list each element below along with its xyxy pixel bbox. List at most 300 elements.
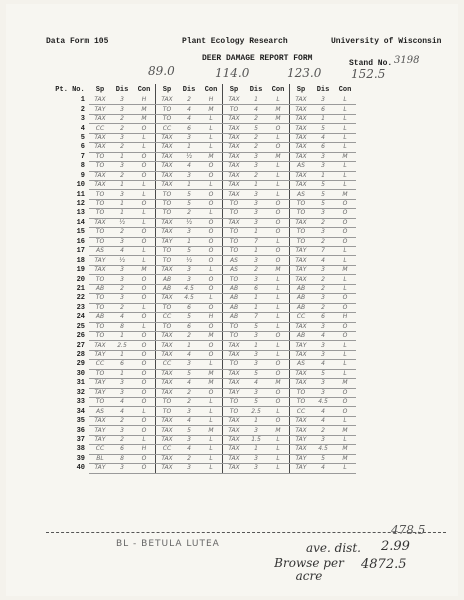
cell-con: M	[200, 369, 223, 378]
point-number: 1	[80, 96, 85, 105]
cell-dis: 1	[245, 303, 267, 312]
cell-con: O	[267, 199, 290, 208]
header-con: Con	[338, 86, 352, 94]
table-row	[51, 237, 356, 246]
cell-dis: 4	[245, 105, 267, 114]
ave-dist-label: ave. dist.	[306, 541, 361, 555]
cell-sp: TO	[223, 398, 246, 407]
point-number: 15	[76, 228, 85, 237]
cell-dis: 3	[312, 209, 334, 218]
cell-con: L	[200, 464, 223, 473]
cell-con: O	[267, 331, 290, 340]
cell-dis: 4	[178, 379, 200, 388]
cell-con: L	[334, 105, 356, 114]
cell-con: O	[133, 275, 156, 284]
point-number: 26	[76, 332, 85, 341]
table-row	[51, 284, 356, 293]
cell-sp: TAX	[290, 96, 313, 105]
cell-dis: 1	[245, 96, 267, 105]
cell-dis: 4	[111, 247, 133, 256]
cell-dis: 3	[312, 435, 334, 444]
cell-con: L	[334, 275, 356, 284]
cell-sp: AB	[89, 313, 111, 322]
cell-dis: 5	[312, 454, 334, 463]
cell-con: O	[133, 398, 156, 407]
cell-dis: 5	[245, 322, 267, 331]
header-dis: Dis	[249, 86, 263, 94]
cell-sp: TO	[156, 303, 179, 312]
cell-dis: 2	[312, 275, 334, 284]
cell-sp: TAX	[223, 350, 246, 359]
cell-con: M	[334, 445, 356, 454]
point-number: 21	[76, 284, 85, 293]
cell-dis: 3	[312, 265, 334, 274]
cell-dis: 3	[111, 96, 133, 105]
cell-sp: TAX	[290, 171, 313, 180]
cell-dis: 4	[312, 464, 334, 473]
cell-dis: 1	[111, 209, 133, 218]
cell-con: O	[267, 209, 290, 218]
table-row	[51, 464, 356, 473]
column-total-3: 123.0	[287, 66, 322, 80]
cell-dis: 2	[111, 416, 133, 425]
cell-dis: 2	[178, 96, 200, 105]
cell-dis: 3	[312, 379, 334, 388]
cell-con: O	[200, 322, 223, 331]
cell-dis: 3	[111, 388, 133, 397]
cell-con: L	[334, 171, 356, 180]
cell-con: L	[334, 96, 356, 105]
cell-con: O	[133, 369, 156, 378]
cell-sp: TAX	[223, 152, 246, 161]
cell-sp: TO	[156, 247, 179, 256]
cell-con: M	[133, 114, 156, 123]
cell-con: L	[267, 275, 290, 284]
table-row	[51, 152, 356, 161]
cell-dis: 5	[178, 199, 200, 208]
cell-sp: TAX	[290, 379, 313, 388]
cell-con: O	[133, 341, 156, 350]
cell-sp: TAX	[156, 350, 179, 359]
cell-sp: TAY	[89, 256, 111, 265]
cell-sp: TO	[156, 256, 179, 265]
cell-con: L	[334, 143, 356, 152]
cell-sp: TO	[290, 228, 313, 237]
cell-dis: ½	[111, 218, 133, 227]
table-row	[51, 265, 356, 274]
grand-total: 478.5	[391, 523, 426, 537]
cell-con: M	[267, 265, 290, 274]
cell-sp: TO	[89, 369, 111, 378]
cell-sp: TAX	[156, 180, 179, 189]
cell-dis: 3	[245, 350, 267, 359]
column-total-4: 152.5	[351, 67, 386, 81]
cell-dis: 6	[312, 313, 334, 322]
table-row	[51, 228, 356, 237]
cell-dis: 1.5	[245, 435, 267, 444]
cell-sp: TAX	[290, 114, 313, 123]
cell-dis: 7	[245, 313, 267, 322]
table-row	[51, 180, 356, 189]
cell-dis: 3	[245, 162, 267, 171]
cell-sp: TO	[89, 237, 111, 246]
point-number: 16	[76, 237, 85, 246]
cell-sp: TAX	[290, 143, 313, 152]
cell-dis: 3	[312, 162, 334, 171]
cell-con: O	[133, 313, 156, 322]
cell-dis: 3	[111, 265, 133, 274]
cell-con: M	[334, 454, 356, 463]
cell-sp: TAY	[89, 464, 111, 473]
point-number: 7	[80, 152, 85, 161]
cell-sp: TO	[223, 237, 246, 246]
point-number: 4	[80, 124, 85, 133]
cell-dis: 3	[312, 350, 334, 359]
cell-sp: AB	[290, 303, 313, 312]
cell-sp: TAX	[223, 379, 246, 388]
cell-dis: 2	[312, 284, 334, 293]
cell-con: L	[133, 322, 156, 331]
cell-sp: CC	[156, 313, 179, 322]
cell-dis: ½	[178, 152, 200, 161]
cell-sp: TAX	[223, 133, 246, 142]
cell-sp: TAX	[290, 350, 313, 359]
cell-dis: 1	[245, 294, 267, 303]
cell-dis: 2	[312, 218, 334, 227]
table-row	[51, 360, 356, 369]
cell-dis: 7	[245, 237, 267, 246]
cell-con: O	[133, 152, 156, 161]
cell-dis: 1	[245, 180, 267, 189]
cell-sp: TAX	[290, 426, 313, 435]
cell-dis: 4	[178, 105, 200, 114]
cell-sp: TAX	[223, 171, 246, 180]
cell-dis: 1	[178, 341, 200, 350]
point-number: 3	[80, 115, 85, 124]
cell-con: L	[334, 162, 356, 171]
cell-con: O	[200, 237, 223, 246]
cell-dis: 2	[245, 133, 267, 142]
cell-con: L	[334, 133, 356, 142]
cell-dis: 6	[178, 322, 200, 331]
point-number: 28	[76, 351, 85, 360]
cell-sp: TAX	[290, 133, 313, 142]
cell-con: O	[200, 388, 223, 397]
cell-dis: 3	[245, 152, 267, 161]
table-row	[51, 407, 356, 416]
cell-dis: 4.5	[178, 284, 200, 293]
table-row	[51, 199, 356, 208]
cell-dis: 3	[178, 228, 200, 237]
cell-sp: TAX	[223, 180, 246, 189]
cell-con: L	[267, 445, 290, 454]
cell-dis: 1	[245, 247, 267, 256]
cell-sp: TAX	[223, 464, 246, 473]
cell-con: O	[267, 398, 290, 407]
cell-sp: TAX	[223, 341, 246, 350]
cell-con: O	[133, 228, 156, 237]
point-number: 39	[76, 454, 85, 463]
table-header-row	[51, 84, 356, 96]
cell-sp: TAX	[156, 416, 179, 425]
cell-sp: TAX	[223, 435, 246, 444]
cell-sp: CC	[290, 407, 313, 416]
table-row	[51, 96, 356, 105]
cell-con: L	[133, 256, 156, 265]
header-sp: Sp	[95, 86, 105, 94]
cell-sp: AS	[89, 247, 111, 256]
cell-sp: CC	[156, 360, 179, 369]
cell-dis: 3	[111, 237, 133, 246]
table-row	[51, 322, 356, 331]
cell-sp: TO	[89, 190, 111, 199]
cell-con: L	[200, 124, 223, 133]
cell-con: O	[334, 237, 356, 246]
cell-sp: TAY	[89, 388, 111, 397]
cell-sp: TO	[290, 398, 313, 407]
cell-con: L	[334, 416, 356, 425]
cell-sp: TAX	[290, 445, 313, 454]
cell-dis: 6	[178, 124, 200, 133]
cell-dis: 1	[245, 341, 267, 350]
cell-dis: 2	[245, 171, 267, 180]
cell-dis: 3	[245, 275, 267, 284]
table-row	[51, 369, 356, 378]
cell-sp: TAX	[223, 369, 246, 378]
cell-dis: 2.5	[245, 407, 267, 416]
cell-dis: 6	[245, 284, 267, 293]
point-number: 10	[76, 181, 85, 190]
cell-sp: TAX	[156, 294, 179, 303]
cell-con: L	[334, 341, 356, 350]
cell-sp: CC	[89, 360, 111, 369]
cell-con: L	[200, 180, 223, 189]
cell-sp: TAX	[89, 171, 111, 180]
cell-dis: 2	[312, 303, 334, 312]
cell-dis: 3	[312, 96, 334, 105]
cell-sp: TAX	[89, 416, 111, 425]
table-row	[51, 275, 356, 284]
cell-sp: TAX	[223, 454, 246, 463]
point-number: 11	[76, 190, 85, 199]
cell-con: L	[334, 124, 356, 133]
cell-dis: 3	[245, 199, 267, 208]
cell-con: M	[267, 105, 290, 114]
species-note: BL - BETULA LUTEA	[116, 539, 220, 549]
cell-sp: TO	[89, 228, 111, 237]
cell-sp: TO	[89, 199, 111, 208]
table-row	[51, 218, 356, 227]
cell-con: O	[133, 388, 156, 397]
cell-dis: 7	[312, 247, 334, 256]
cell-con: O	[200, 190, 223, 199]
cell-con: H	[334, 313, 356, 322]
cell-dis: 4	[111, 407, 133, 416]
point-number: 29	[76, 360, 85, 369]
cell-con: O	[133, 237, 156, 246]
cell-dis: 4	[312, 331, 334, 340]
cell-con: L	[334, 180, 356, 189]
cell-sp: TAX	[156, 379, 179, 388]
cell-sp: TAX	[156, 133, 179, 142]
cell-con: M	[200, 105, 223, 114]
cell-con: O	[200, 162, 223, 171]
cell-sp: TAY	[89, 426, 111, 435]
cell-sp: AS	[290, 360, 313, 369]
cell-sp: TO	[223, 247, 246, 256]
cell-sp: TAX	[223, 162, 246, 171]
cell-sp: TAY	[89, 435, 111, 444]
cell-sp: TAX	[89, 218, 111, 227]
cell-con: L	[334, 284, 356, 293]
cell-con: O	[200, 284, 223, 293]
cell-sp: TAX	[223, 143, 246, 152]
cell-con: L	[200, 445, 223, 454]
cell-dis: 1	[245, 445, 267, 454]
table-row	[51, 133, 356, 142]
cell-sp: AB	[223, 313, 246, 322]
point-number: 8	[80, 162, 85, 171]
cell-con: L	[267, 190, 290, 199]
cell-dis: 3	[245, 209, 267, 218]
point-number: 33	[76, 398, 85, 407]
cell-sp: TAX	[89, 143, 111, 152]
table-row	[51, 398, 356, 407]
column-total-2: 114.0	[215, 66, 250, 80]
cell-sp: TO	[156, 190, 179, 199]
cell-dis: 2	[111, 435, 133, 444]
header-dis: Dis	[182, 86, 196, 94]
cell-con: O	[334, 322, 356, 331]
cell-con: L	[267, 96, 290, 105]
cell-sp: TAX	[223, 426, 246, 435]
cell-con: L	[267, 171, 290, 180]
cell-con: L	[200, 294, 223, 303]
cell-con: L	[267, 464, 290, 473]
cell-sp: TAX	[156, 218, 179, 227]
cell-sp: TAY	[89, 379, 111, 388]
cell-con: L	[200, 398, 223, 407]
cell-dis: 3	[178, 171, 200, 180]
cell-dis: 3	[178, 275, 200, 284]
table-row	[51, 256, 356, 265]
cell-dis: 3	[111, 379, 133, 388]
form-title: DEER DAMAGE REPORT FORM	[202, 54, 313, 63]
point-number: 25	[76, 322, 85, 331]
cell-sp: TAY	[223, 388, 246, 397]
cell-sp: TAX	[89, 341, 111, 350]
cell-con: L	[200, 454, 223, 463]
cell-sp: TO	[89, 331, 111, 340]
cell-sp: TAY	[156, 237, 179, 246]
cell-dis: ½	[178, 256, 200, 265]
cell-con: O	[267, 416, 290, 425]
cell-dis: 1	[111, 331, 133, 340]
cell-dis: 3	[245, 464, 267, 473]
cell-sp: TAX	[290, 416, 313, 425]
cell-con: L	[200, 265, 223, 274]
cell-sp: TAX	[89, 265, 111, 274]
cell-sp: TO	[223, 322, 246, 331]
point-number: 38	[76, 445, 85, 454]
cell-con: O	[133, 171, 156, 180]
cell-sp: CC	[89, 445, 111, 454]
cell-dis: 5	[178, 313, 200, 322]
cell-con: O	[267, 360, 290, 369]
cell-con: O	[133, 331, 156, 340]
cell-dis: 4.5	[312, 445, 334, 454]
table-row	[51, 331, 356, 340]
cell-dis: 2	[111, 171, 133, 180]
cell-sp: TAX	[156, 331, 179, 340]
cell-con: L	[200, 114, 223, 123]
cell-con: L	[200, 133, 223, 142]
table-body	[51, 96, 356, 473]
table-row	[51, 454, 356, 463]
cell-sp: TAX	[156, 454, 179, 463]
cell-dis: 1	[111, 152, 133, 161]
cell-con: O	[133, 464, 156, 473]
cell-sp: TO	[156, 398, 179, 407]
cell-con: O	[267, 369, 290, 378]
cell-sp: AB	[290, 284, 313, 293]
cell-sp: TAX	[223, 96, 246, 105]
cell-dis: 6	[111, 360, 133, 369]
cell-dis: 1	[178, 143, 200, 152]
cell-dis: ½	[178, 218, 200, 227]
cell-dis: 4	[312, 416, 334, 425]
table-row	[51, 341, 356, 350]
cell-sp: TO	[223, 209, 246, 218]
cell-con: O	[200, 247, 223, 256]
cell-dis: 3	[245, 331, 267, 340]
cell-con: L	[133, 209, 156, 218]
cell-con: O	[267, 388, 290, 397]
cell-dis: 2	[178, 454, 200, 463]
cell-sp: TAX	[290, 105, 313, 114]
cell-dis: 3	[312, 388, 334, 397]
cell-sp: TAX	[156, 171, 179, 180]
cell-con: O	[133, 284, 156, 293]
cell-dis: 2	[312, 426, 334, 435]
point-number: 13	[76, 209, 85, 218]
cell-con: H	[200, 313, 223, 322]
cell-dis: 2	[178, 398, 200, 407]
cell-con: O	[334, 388, 356, 397]
cell-dis: 4	[178, 114, 200, 123]
cell-dis: 4	[178, 162, 200, 171]
cell-dis: 2	[111, 228, 133, 237]
cell-dis: 4.5	[312, 398, 334, 407]
cell-con: O	[133, 124, 156, 133]
table-row	[51, 209, 356, 218]
point-number: 35	[76, 417, 85, 426]
stand-number-handwritten: 3198	[394, 55, 420, 66]
point-number: 22	[76, 294, 85, 303]
department-name: Plant Ecology Research	[182, 37, 288, 46]
cell-sp: TAX	[156, 426, 179, 435]
cell-con: L	[334, 435, 356, 444]
cell-dis: 2	[312, 237, 334, 246]
cell-con: M	[200, 331, 223, 340]
cell-dis: 3	[178, 360, 200, 369]
table-row	[51, 171, 356, 180]
table-row	[51, 416, 356, 425]
cell-con: M	[200, 379, 223, 388]
cell-con: L	[133, 180, 156, 189]
cell-con: L	[200, 209, 223, 218]
cell-dis: 5	[312, 124, 334, 133]
